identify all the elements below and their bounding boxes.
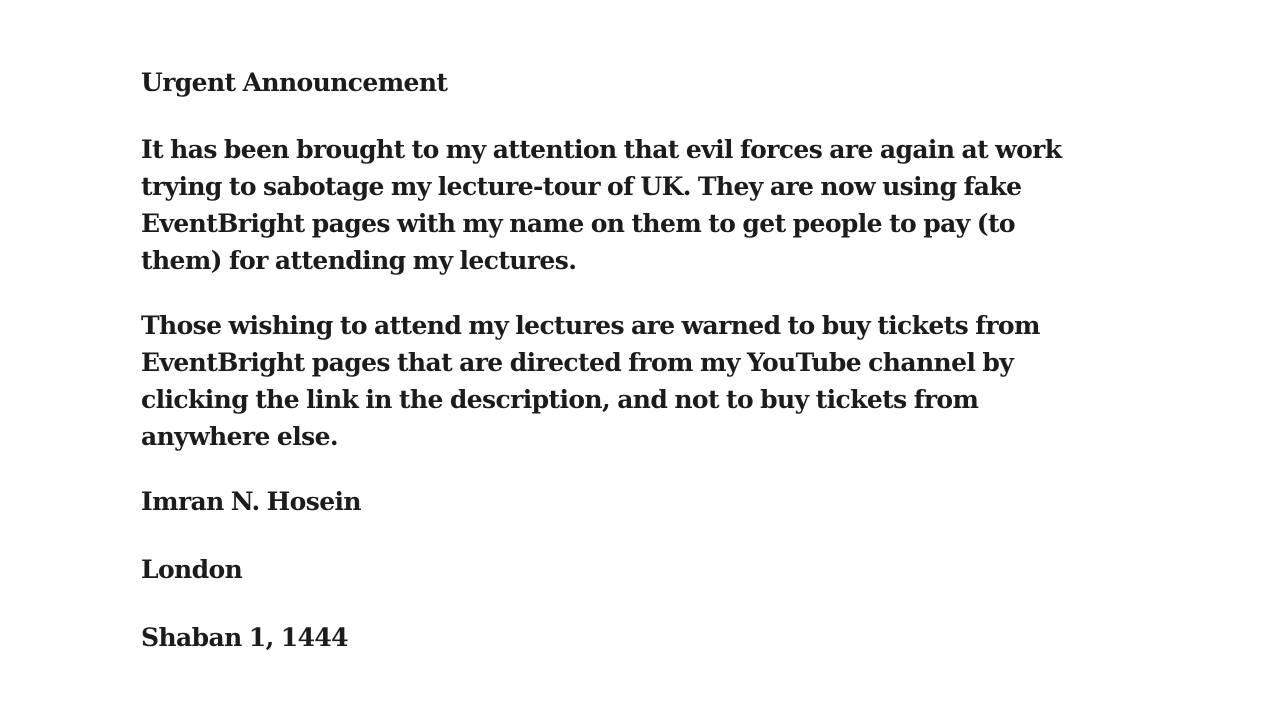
paragraph-fake-pages-warning: [141, 131, 1141, 279]
paragraph-line: It has been brought to my attention that evil forces are again at work: [141, 135, 1062, 164]
document-title: Urgent Announcement: [141, 68, 448, 97]
signature-place: London: [141, 555, 243, 584]
paragraph-line: anywhere else.: [141, 422, 338, 451]
paragraph-line: EventBright pages that are directed from my YouTube channel by: [141, 348, 1014, 377]
paragraph-ticket-instructions: [141, 307, 1141, 455]
paragraph-line: Those wishing to attend my lectures are warned to buy tickets from: [141, 311, 1040, 340]
signature-date: Shaban 1, 1444: [141, 623, 348, 652]
paragraph-line: EventBright pages with my name on them to get people to pay (to: [141, 209, 1015, 238]
paragraph-line: trying to sabotage my lecture-tour of UK. They are now using fake: [141, 172, 1022, 201]
paragraph-line: clicking the link in the description, and not to buy tickets from: [141, 385, 979, 414]
signature-name: Imran N. Hosein: [141, 487, 362, 516]
paragraph-line: them) for attending my lectures.: [141, 246, 577, 275]
announcement-document: [141, 64, 1141, 687]
